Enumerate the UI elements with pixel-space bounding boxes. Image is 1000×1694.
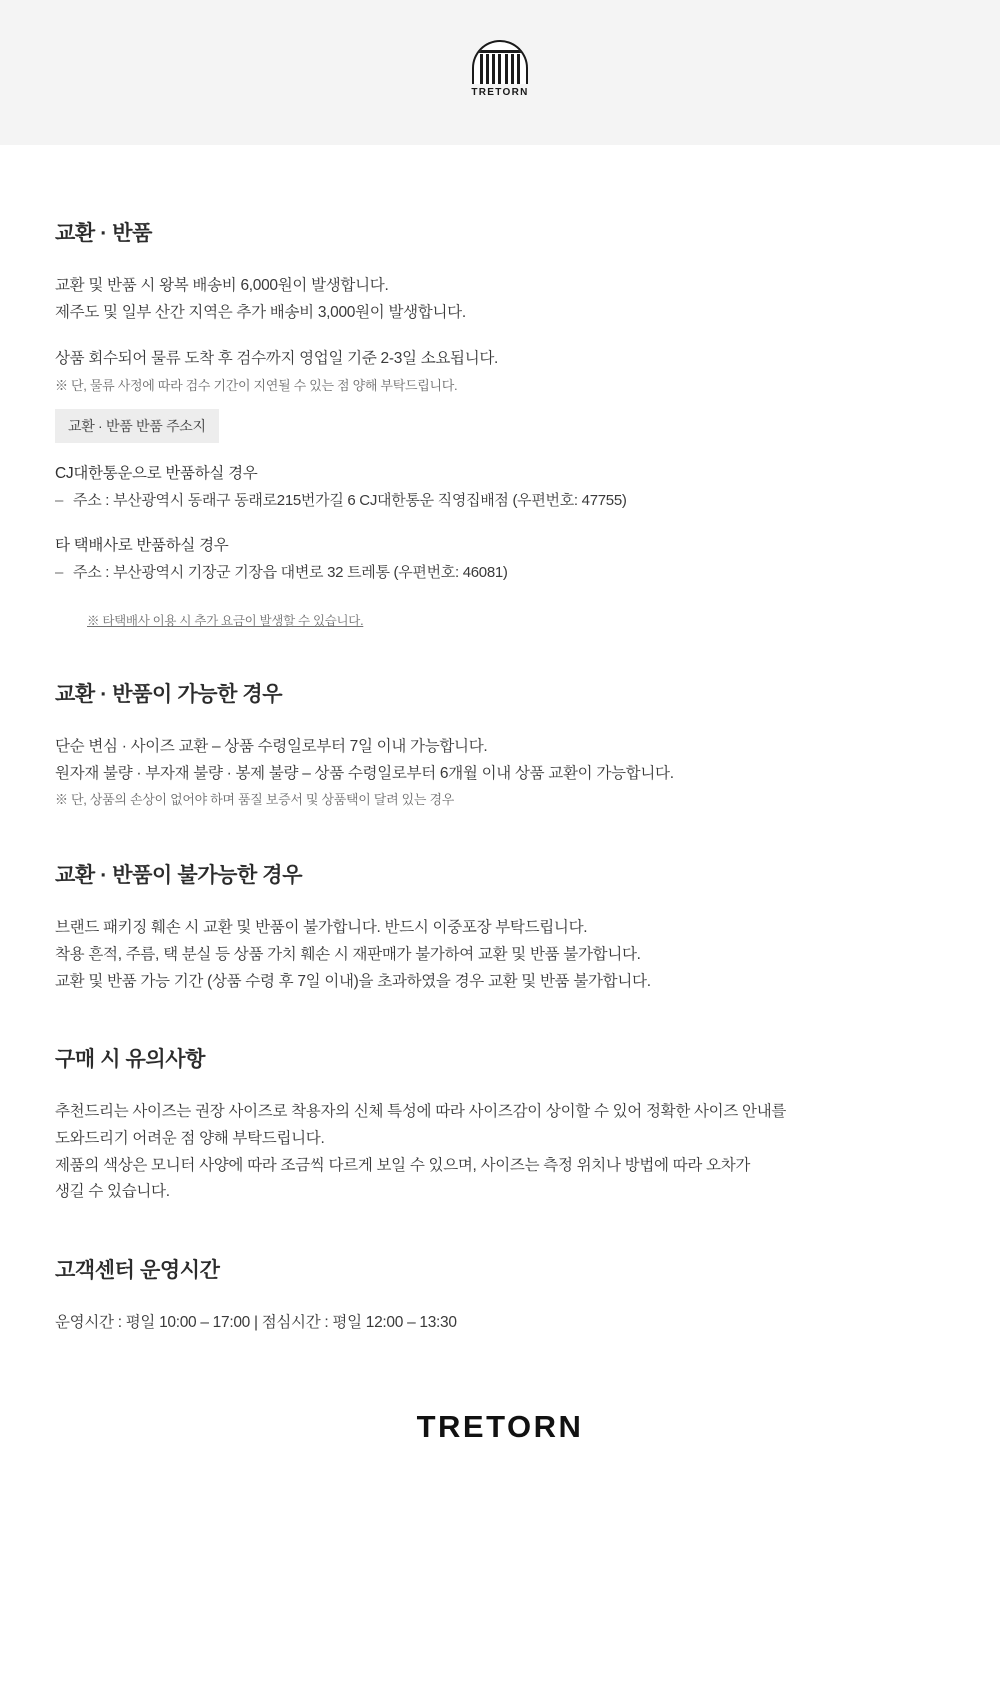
- exchange-unavailable-line-3: 교환 및 반품 가능 기간 (상품 수령 후 7일 이내)을 초과하였을 경우 교환 및 반품 불가합니다.: [55, 972, 651, 990]
- purchase-notice-line-3: 제품의 색상은 모니터 사양에 따라 조금씩 다르게 보일 수 있으며, 사이즈는 측정 위치나 방법에 따라 오차가: [55, 1156, 751, 1174]
- logo-arch-bars: [480, 54, 520, 84]
- exchange-return-paragraph-1: [55, 273, 945, 326]
- exchange-return-paragraph-2: 상품 회수되어 물류 도착 후 검수까지 영업일 기준 2-3일 소요됩니다.: [55, 350, 499, 368]
- footer-wordmark: TRETORN: [416, 1408, 584, 1444]
- exchange-return-line-1: 교환 및 반품 시 왕복 배송비 6,000원이 발생합니다.: [55, 277, 389, 294]
- purchase-notice-line-4: 생길 수 있습니다.: [55, 1183, 170, 1201]
- section-exchange-unavailable: [55, 859, 945, 995]
- section-title-customer-center: 고객센터 운영시간: [55, 1259, 220, 1283]
- purchase-notice-line-2: 도와드리기 어려운 점 양해 부탁드립니다.: [55, 1130, 325, 1148]
- exchange-available-line-1: 단순 변심 · 사이즈 교환 – 상품 수령일로부터 7일 이내 가능합니다.: [55, 738, 488, 756]
- list-dash-icon: –: [55, 492, 64, 510]
- logo-arch-shape: [472, 40, 528, 84]
- section-title-exchange-unavailable: 교환 · 반품이 불가능한 경우: [55, 864, 303, 888]
- page-header: [0, 0, 1000, 145]
- logo-arch-cap: [478, 50, 522, 53]
- customer-center-hours: 운영시간 : 평일 10:00 – 17:00 | 점심시간 : 평일 12:00 – 13:30: [55, 1314, 457, 1332]
- purchase-notice-line-1: 추천드리는 사이즈는 권장 사이즈로 착용자의 신체 특성에 따라 사이즈감이 상이할 수 있어 정확한 사이즈 안내를: [55, 1103, 787, 1121]
- exchange-available-note: ※ 단, 상품의 손상이 없어야 하며 품질 보증서 및 상품택이 달려 있는 경우: [55, 792, 454, 808]
- logo-wordmark: TRETORN: [471, 86, 529, 98]
- section-exchange-available: [55, 678, 945, 811]
- section-purchase-notice: [55, 1043, 945, 1206]
- return-address-head-other: 타 택배사로 반품하실 경우: [55, 537, 229, 555]
- return-address-item-cj: [55, 489, 945, 513]
- return-address-extra-fee-note: ※ 타택배사 이용 시 추가 요금이 발생할 수 있습니다.: [87, 614, 364, 629]
- exchange-available-line-2: 원자재 불량 · 부자재 불량 · 봉제 불량 – 상품 수령일로부터 6개월 이내 상품 교환이 가능합니다.: [55, 764, 674, 782]
- exchange-unavailable-line-1: 브랜드 패키징 훼손 시 교환 및 반품이 불가합니다. 반드시 이중포장 부탁드립니다.: [55, 919, 588, 937]
- return-address-text-cj: 주소 : 부산광역시 동래구 동래로215번가길 6 CJ대한통운 직영집배점 (우편번호: 47755): [73, 492, 627, 510]
- tretorn-arch-logo-icon: [469, 40, 531, 106]
- return-address-head-cj: CJ대한통운으로 반품하실 경우: [55, 465, 258, 483]
- section-exchange-return: [55, 217, 945, 630]
- section-title-exchange-available: 교환 · 반품이 가능한 경우: [55, 683, 283, 707]
- page-footer: [0, 1409, 1000, 1565]
- return-address-text-other: 주소 : 부산광역시 기장군 기장읍 대변로 32 트레통 (우편번호: 46081): [73, 564, 508, 582]
- exchange-return-note: ※ 단, 물류 사정에 따라 검수 기간이 지연될 수 있는 점 양해 부탁드립니다.: [55, 377, 458, 393]
- exchange-unavailable-line-2: 착용 흔적, 주름, 택 분실 등 상품 가치 훼손 시 재판매가 불가하여 교환 및 반품 불가합니다.: [55, 946, 641, 964]
- section-title-purchase-notice: 구매 시 유의사항: [55, 1048, 206, 1072]
- page-content: [0, 145, 1000, 1337]
- return-address-item-other: [55, 561, 945, 585]
- section-customer-center: [55, 1254, 945, 1337]
- section-title-exchange-return: 교환 · 반품: [55, 222, 153, 245]
- return-address-tag: 교환 · 반품 반품 주소지: [55, 409, 219, 443]
- list-dash-icon: –: [55, 564, 64, 582]
- exchange-return-line-2: 제주도 및 일부 산간 지역은 추가 배송비 3,000원이 발생합니다.: [55, 303, 466, 321]
